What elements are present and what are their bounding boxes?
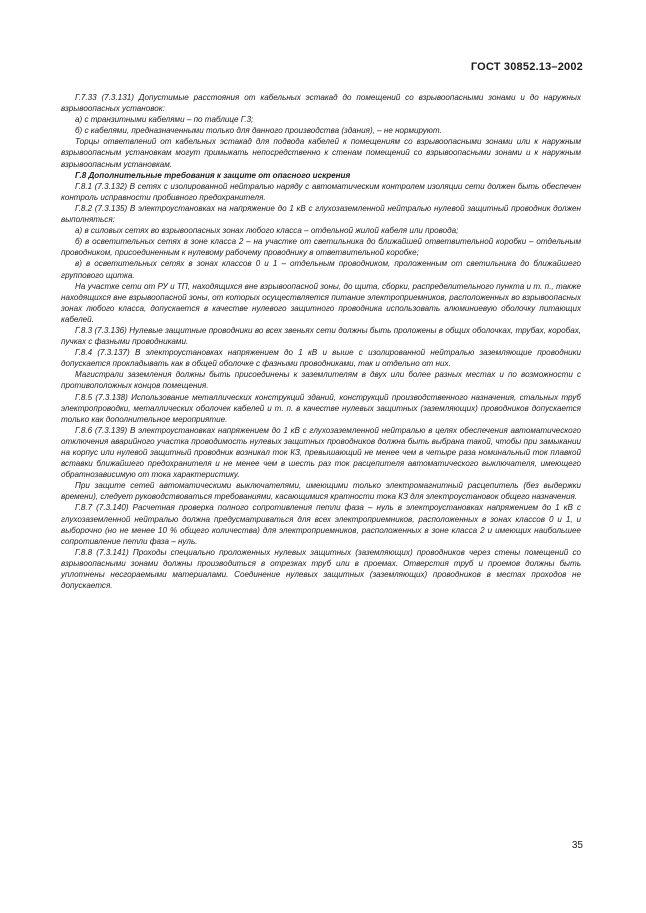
list-item: б) в осветительных сетях в зоне класса 2 – на участке от светильника до ближайшей ответвительной коробки – отдельным проводником, присоединенным к нулевому рабочему проводнику в ответвительной коробке; [61, 237, 581, 258]
document-body [61, 92, 581, 591]
paragraph: Магистрали заземления должны быть присоединены к заземлителям в двух или более разных местах и по возможности с противоположных концов помещения. [61, 370, 581, 391]
paragraph: Г.8.2 (7.3.135) В электроустановках на напряжение до 1 кВ с глухозаземленной нейтралью нулевой защитный проводник должен выполняться: [61, 203, 581, 225]
paragraph: При защите сетей автоматическими выключателями, имеющими только электромагнитный расцепитель (без выдержки времени), следует руководствоваться требованиями, касающимися кратности тока КЗ для электроустановок общего назначения. [61, 481, 581, 502]
paragraph: На участке сети от РУ и ТП, находящихся вне взрывоопасной зоны, до щита, сборки, распределительного пункта и т. п., также находящихся вне взрывоопасной зоны, от которых осуществляется питание электроприемников, расположенных во взрывоопасных зонах любого класса, допускается в качестве нулевого защитного проводника использовать алюминиевую оболочку питающих кабелей. [61, 281, 581, 324]
list-item: в) в осветительных сетях в зонах классов 0 и 1 – отдельным проводником, проложенным от светильника до ближайшего группового щитка. [61, 259, 581, 280]
section-heading: Г.8 Дополнительные требования к защите от опасного искрения [75, 170, 351, 180]
paragraph: Г.7.33 (7.3.131) Допустимые расстояния от кабельных эстакад до помещений со взрывоопасными зонами и до наружных взрывоопасных установок: [61, 93, 581, 114]
paragraph: Торцы ответвлений от кабельных эстакад для подвода кабелей к помещениям со взрывоопасными зонами или к наружным взрывоопасным установкам могут примыкать непосредственно к стенам помещений со взрывоопасными зонами и к наружным взрывоопасным установкам. [61, 137, 581, 169]
list-item: а) в силовых сетях во взрывоопасных зонах любого класса – отдельной жилой кабеля или провода; [75, 226, 459, 236]
paragraph: Г.8.5 (7.3.138) Использование металлических конструкций зданий, конструкций производственного назначения, стальных труб электропроводки, металлических оболочек кабелей и т. п. в качестве нулевых защитных (заземляющих) проводников допускается только как дополнительное мероприятие. [61, 392, 581, 424]
document-standard-header: ГОСТ 30852.13–2002 [470, 61, 583, 73]
list-item: а) с транзитными кабелями – по таблице Г.3; [75, 115, 254, 125]
page-number: 35 [571, 840, 583, 851]
list-item: б) с кабелями, предназначенными только для данного производства (здания), – не нормируют. [75, 126, 442, 136]
paragraph: Г.8.7 (7.3.140) Расчетная проверка полного сопротивления петли фаза – нуль в электроустановках напряжением до 1 кВ с глухозаземленной нейтралью должна предусматриваться для всех электроприемников, расположенных в зонах классов 0 и 1, и выборочно (но не менее 10 % общего количества) для электроприемников, расположенных в зоне класса 2 и имеющих наибольшее сопротивление петли фаза – нуль. [61, 503, 581, 546]
paragraph: Г.8.1 (7.3.132) В сетях с изолированной нейтралью наряду с автоматическим контролем изоляции сети должен быть обеспечен контроль исправности пробивного предохранителя. [61, 181, 581, 202]
paragraph: Г.8.6 (7.3.139) В электроустановках напряжением до 1 кВ с глухозаземленной нейтралью в целях обеспечения автоматического отключения аварийного участка проводимость нулевых защитных проводников должна быть выбрана такой, чтобы при замыкании на корпус или нулевой защитный проводник возникал ток КЗ, превышающий не менее чем в четыре раза номинальный ток плавкой вставки ближайшего предохранителя и не менее чем в шесть раз ток расцепителя автоматического выключателя, имеющего обратнозависимую от тока характеристику. [61, 425, 581, 480]
paragraph: Г.8.4 (7.3.137) В электроустановках напряжением до 1 кВ и выше с изолированной нейтралью заземляющие проводники допускается прокладывать как в общей оболочке с фазными проводниками, так и отдельно от них. [61, 348, 581, 369]
paragraph: Г.8.3 (7.3.136) Нулевые защитные проводники во всех звеньях сети должны быть проложены в общих оболочках, трубах, коробах, пучках с фазными проводниками. [61, 325, 581, 347]
paragraph: Г.8.8 (7.3.141) Проходы специально проложенных нулевых защитных (заземляющих) проводников через стены помещений со взрывоопасными зонами должны производиться в отрезках труб или в проемах. Отверстия труб и проемов должны быть уплотнены несгораемыми материалами. Соединение нулевых защитных (заземляющих) проводников в местах проходов не допускается. [61, 547, 581, 591]
